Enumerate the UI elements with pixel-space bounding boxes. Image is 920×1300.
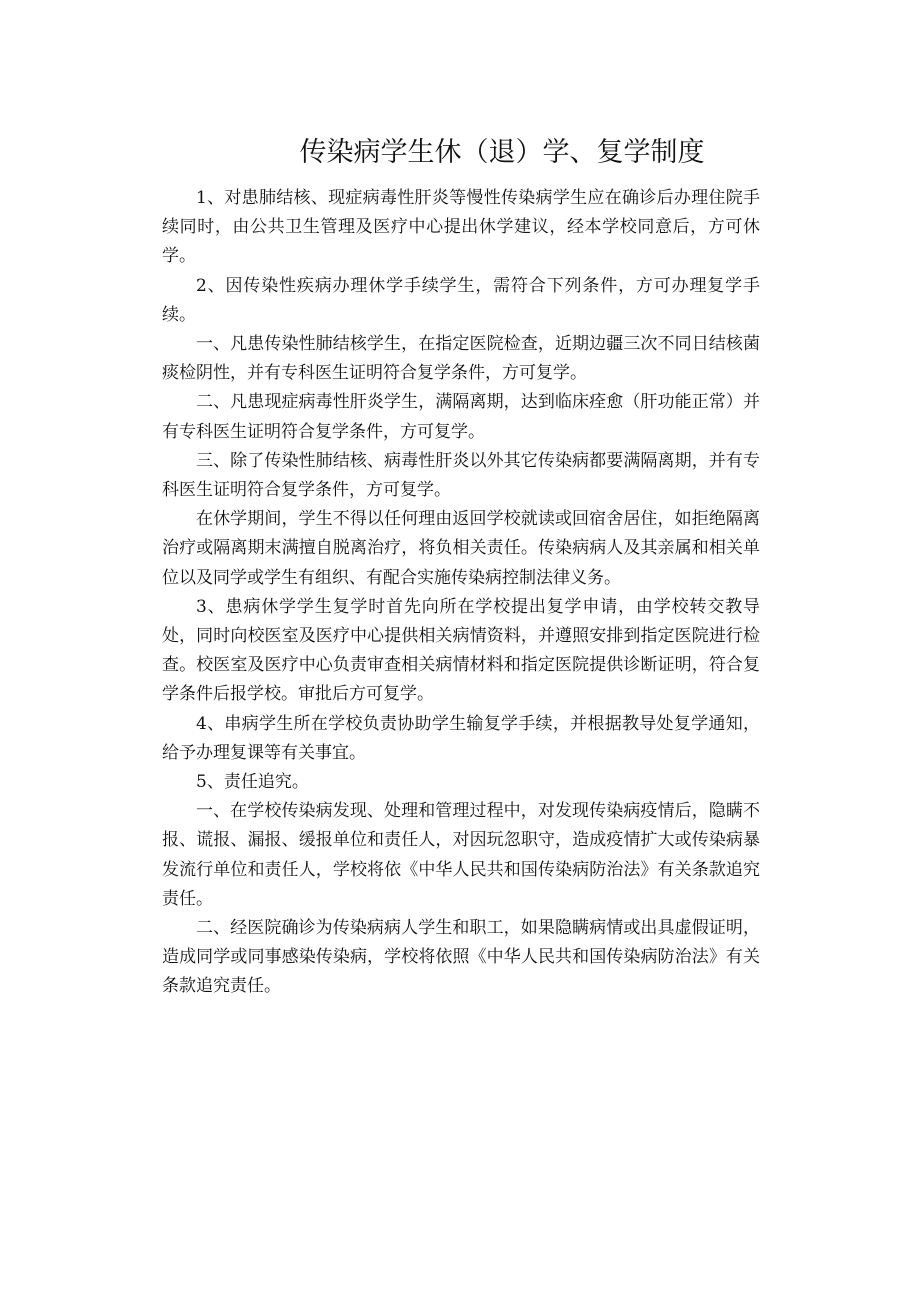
paragraph-5-item-2: 二、经医院确诊为传染病病人学生和职工，如果隐瞒病情或出具虚假证明，造成同学或同事感染传染病，学校将依照《中华人民共和国传染病防治法》有关条款追究责任。	[162, 918, 760, 997]
paragraph-4: 4、串病学生所在学校负责协助学生输复学手续，并根据教导处复学通知，给予办理复课等有关事宜。	[162, 713, 760, 763]
paragraph-1: 1、对患肺结核、现症病毒性肝炎等慢性传染病学生应在确诊后办理住院手续同时，由公共卫生管理及医疗中心提出休学建议，经本学校同意后，方可休学。	[162, 188, 760, 267]
paragraph-5: 5、责任追究。	[196, 772, 309, 793]
paragraph-2-item-2: 二、凡患现症病毒性肝炎学生，满隔离期，达到临床痊愈（肝功能正常）并有专科医生证明符合复学条件，方可复学。	[162, 392, 760, 442]
paragraph-suspension-rules: 在休学期间，学生不得以任何理由返回学校就读或回宿舍居住，如拒绝隔离治疗或隔离期末满擅自脱离治疗，将负相关责任。传染病病人及其亲属和相关单位以及同学或学生有组织、有配合实施传染病控制法律义务。	[162, 509, 760, 588]
paragraph-2-item-3: 三、除了传染性肺结核、病毒性肝炎以外其它传染病都要满隔离期，并有专科医生证明符合复学条件，方可复学。	[162, 450, 760, 501]
document-title: 传染病学生休（退）学、复学制度	[299, 137, 705, 168]
paragraph-2: 2、因传染性疾病办理休学手续学生，需符合下列条件，方可办理复学手续。	[162, 275, 760, 325]
paragraph-3: 3、患病休学学生复学时首先向所在学校提出复学申请，由学校转交教导处，同时向校医室及医疗中心提供相关病情资料，并遵照安排到指定医院进行检查。校医室及医疗中心负责审查相关病情材料和指定医院提供诊断证明，符合复学条件后报学校。审批后方可复学。	[162, 596, 760, 705]
paragraph-5-item-1: 一、在学校传染病发现、处理和管理过程中，对发现传染病疫情后，隐瞒不报、谎报、漏报、缓报单位和责任人，对因玩忽职守，造成疫情扩大或传染病暴发流行单位和责任人，学校将依《中华人民共和国传染病防治法》有关条款追究责任。	[162, 801, 760, 909]
document-body	[162, 184, 760, 1002]
paragraph-2-item-1: 一、凡患传染性肺结核学生，在指定医院检查，近期边疆三次不同日结核菌痰检阴性，并有专科医生证明符合复学条件，方可复学。	[162, 334, 760, 384]
